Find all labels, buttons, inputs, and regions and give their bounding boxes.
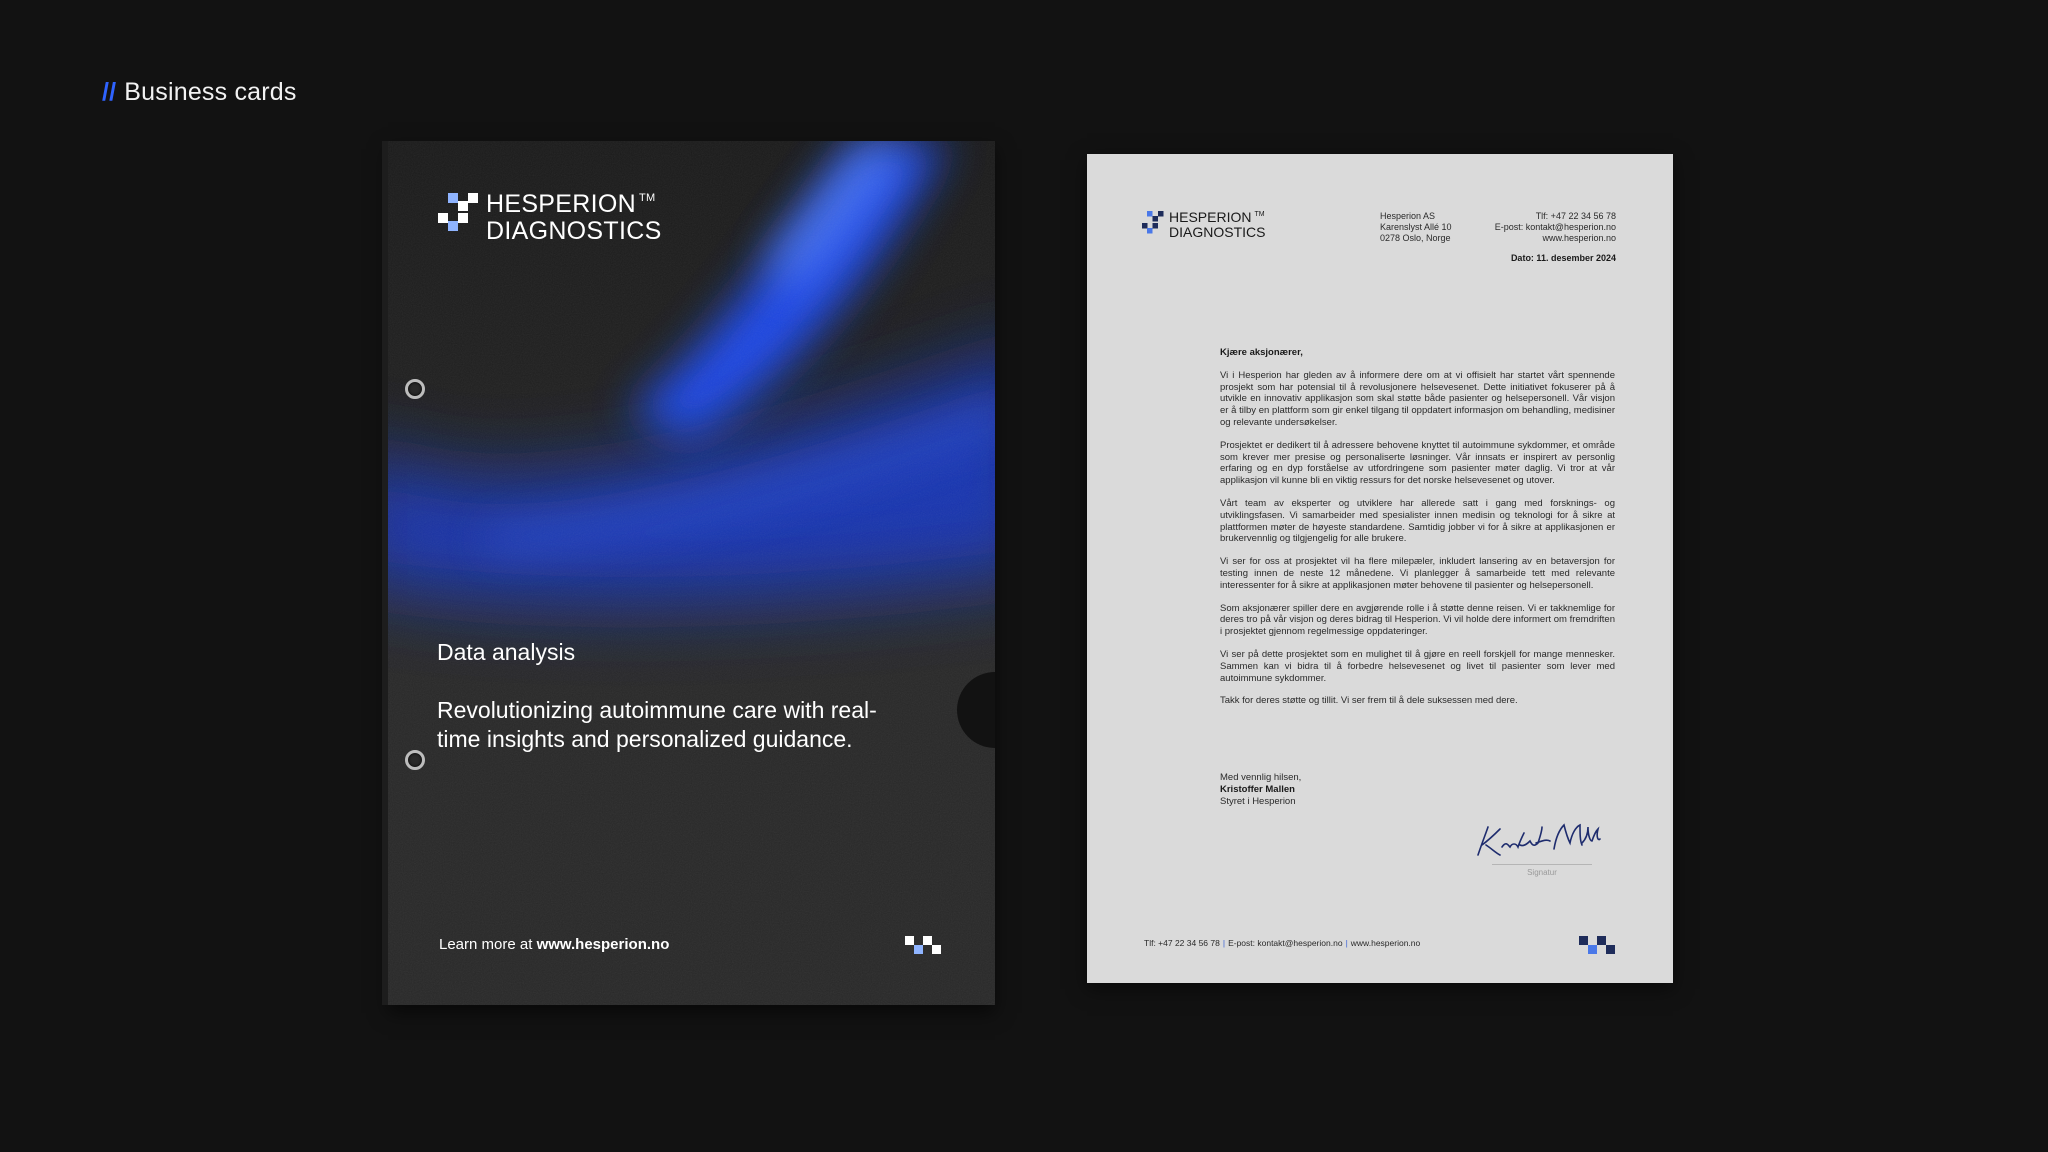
address-city: 0278 Oslo, Norge bbox=[1380, 233, 1451, 243]
letter-logo-tm: TM bbox=[1254, 211, 1265, 218]
letter-paragraph: Takk for deres støtte og tillit. Vi ser frem til å dele suksessen med dere. bbox=[1220, 695, 1518, 707]
letter-checker-mark-icon bbox=[1579, 934, 1617, 956]
folder-gradient-art bbox=[388, 141, 995, 1005]
footer-separator: | bbox=[1345, 938, 1348, 948]
address-street: Karenslyst Allé 10 bbox=[1380, 222, 1452, 232]
letter-date: Dato: 11. desember 2024 bbox=[1510, 253, 1616, 263]
contact-web: www.hesperion.no bbox=[1542, 233, 1616, 243]
logo-line1: HESPERION bbox=[486, 190, 636, 218]
closing-name: Kristoffer Mallen bbox=[1220, 783, 1295, 795]
signature-line bbox=[1492, 864, 1592, 865]
letter-logo-wordmark bbox=[1169, 210, 1265, 240]
checker-logo-icon bbox=[438, 191, 478, 239]
folder-tagline: Revolutionizing autoimmune care with real-time insights and personalized guidance. bbox=[437, 697, 877, 752]
folder-heading: Data analysis bbox=[437, 639, 576, 665]
title-text: Business cards bbox=[124, 78, 297, 106]
section-title bbox=[102, 78, 297, 107]
folder-eyelet-top bbox=[405, 379, 425, 399]
letter-closing bbox=[1220, 772, 1301, 807]
presentation-folder bbox=[388, 141, 995, 1005]
footer-prefix: Learn more at bbox=[439, 936, 533, 953]
letter-paragraph: Vi i Hesperion har gleden av å informere dere om at vi offisielt har startet vårt spennende prosjekt som har potensial til å revolusjonere helsevesenet. Dette initiativet fokuserer på å utvikle en innovativ applikasjon som skal støtte både pasienter og helsepersonell. Vår visjon er å tilby en plattform som gir enkel tilgang til oppdatert informasjon om behandling, medisiner og relevante undersøkelser. bbox=[1220, 369, 1615, 428]
letter-paragraph: Vi ser for oss at prosjektet vil ha flere milepæler, inkludert lansering av en betaversjon for testing innen de neste 12 månedene. Vi planlegger å samarbeide tett med relevante interessenter for å sikre at applikasjonen møter behovene til pasienter og helsepersonell. bbox=[1220, 556, 1615, 591]
folder-footer bbox=[439, 936, 669, 953]
contact-email: E-post: kontakt@hesperion.no bbox=[1494, 222, 1616, 232]
footer-phone: Tlf: +47 22 34 56 78 bbox=[1144, 938, 1220, 948]
letter-paragraph: Vi ser på dette prosjektet som en mulighet til å gjøre en reell forskjell for mange mennesker. Sammen kan vi bidra til å forbedre helsevesenet og livet til pasienter som lever med autoimmune sykdommer. bbox=[1220, 648, 1615, 684]
company-address bbox=[1380, 211, 1452, 244]
letter-body bbox=[1220, 347, 1615, 718]
footer-url: www.hesperion.no bbox=[536, 936, 670, 953]
closing-role: Styret i Hesperion bbox=[1220, 795, 1296, 807]
handwritten-signature bbox=[1472, 819, 1602, 863]
company-contact bbox=[1495, 211, 1616, 244]
letter-paragraph: Som aksjonærer spiller dere en avgjørende rolle i å støtte denne reisen. Vi er takknemlige for deres tro på vår visjon og deres bidrag til Hesperion. Vi vil holde dere informert om fremdriften i prosjektet gjennom regelmessige oppdateringer. bbox=[1220, 602, 1615, 638]
folder-logo bbox=[438, 191, 662, 245]
letterhead-page bbox=[1087, 154, 1673, 983]
signature-label: Signatur bbox=[1527, 868, 1557, 877]
letter-greeting: Kjære aksjonærer, bbox=[1220, 347, 1303, 358]
closing-salutation: Med vennlig hilsen, bbox=[1220, 772, 1302, 783]
letter-logo-line2: DIAGNOSTICS bbox=[1169, 224, 1266, 240]
logo-line2: DIAGNOSTICS bbox=[486, 217, 662, 245]
address-company: Hesperion AS bbox=[1380, 211, 1436, 221]
title-slash: // bbox=[102, 78, 117, 106]
footer-web: www.hesperion.no bbox=[1350, 938, 1421, 948]
letter-paragraph: Prosjektet er dedikert til å adressere behovene knyttet til autoimmune sykdommer, et område som krever mer presise og personaliserte løsninger. Vår innsats er inspirert av personlig erfaring og en dyp forståelse av utfordringene som pasienter møter daglig. Vi tror at vår applikasjon vil kunne bli en viktig ressurs for det norske helsevesenet og utover. bbox=[1220, 439, 1615, 487]
logo-tm: TM bbox=[638, 192, 656, 204]
letter-logo bbox=[1142, 210, 1265, 240]
footer-separator: | bbox=[1222, 938, 1226, 948]
letter-footer bbox=[1144, 938, 1420, 948]
letter-paragraph: Vårt team av eksperter og utviklere har allerede satt i gang med forsknings- og utviklingsfasen. Vi samarbeider med spesialister innen medisin og teknologi for å sikre at plattformen møter de høyeste standardene. Samtidig jobber vi for å sikre at applikasjonen er brukervennlig og tilgjengelig for alle brukere. bbox=[1220, 497, 1615, 545]
folder-eyelet-bottom bbox=[405, 750, 425, 770]
letter-logo-line1: HESPERION bbox=[1169, 209, 1252, 225]
folder-checker-mark-icon bbox=[905, 934, 943, 956]
folder-logo-wordmark bbox=[486, 191, 662, 245]
grain-texture bbox=[388, 141, 995, 1005]
letter-checker-logo-icon bbox=[1142, 210, 1164, 237]
footer-email: E-post: kontakt@hesperion.no bbox=[1228, 938, 1343, 948]
contact-phone: Tlf: +47 22 34 56 78 bbox=[1535, 211, 1616, 221]
